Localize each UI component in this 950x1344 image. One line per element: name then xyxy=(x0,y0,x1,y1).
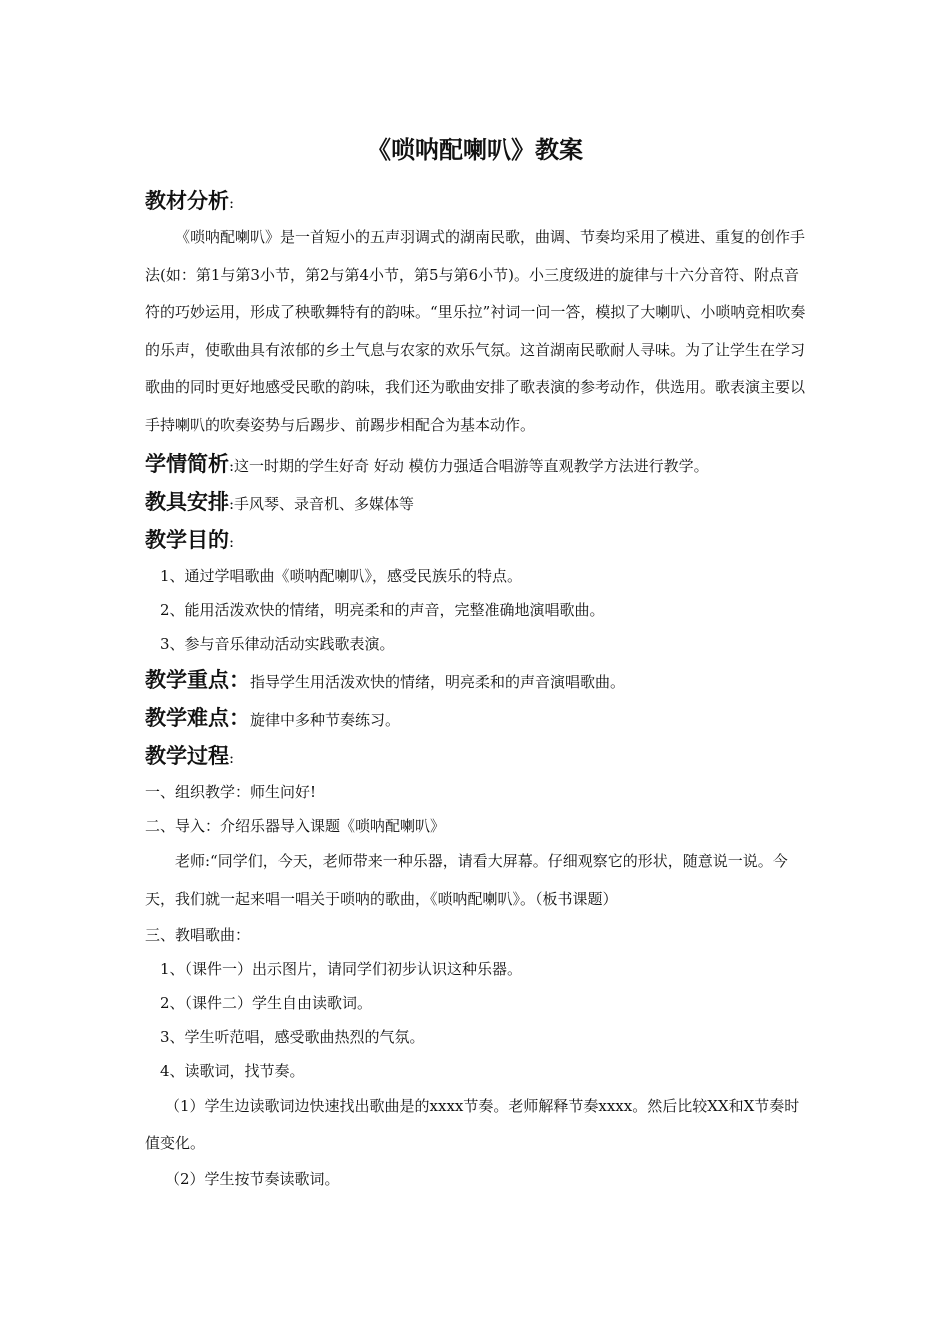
section-difficulty-text: 旋律中多种节奏练习。 xyxy=(250,711,401,729)
page-title: 《唢呐配喇叭》教案 xyxy=(367,136,583,164)
section-goals-colon: : xyxy=(229,533,235,551)
process-step-3: 三、教唱歌曲： xyxy=(145,926,251,944)
section-process-label: 教学过程 xyxy=(145,744,229,768)
section-process-colon: : xyxy=(229,749,235,767)
section-keypoint-heading xyxy=(145,661,810,699)
process-step-2: 二、导入：介绍乐器导入课题《唢呐配喇叭》 xyxy=(145,817,446,835)
goal-item: 3、参与音乐律动活动实践歌表演。 xyxy=(160,635,395,653)
section-students-text: :这一时期的学生好奇 好动 模仿力强适合唱游等直观教学方法进行教学。 xyxy=(229,457,709,475)
section-difficulty-heading xyxy=(145,699,810,737)
process-step-2-paragraph: 老师:“同学们，今天，老师带来一种乐器，请看大屏幕。仔细观察它的形状，随意说一说。今天，我们就一起来唱一唱关于唢呐的歌曲，《唢呐配喇叭》。（板书课题） xyxy=(145,852,788,908)
section-students-label: 学情简析 xyxy=(145,452,229,476)
material-paragraph: 《唢呐配喇叭》是一首短小的五声羽调式的湖南民歌，曲调、节奏均采用了模进、重复的创作手法(如：第1与第3小节，第2与第4小节，第5与第6小节)。小三度级进的旋律与十六分音符、附点音符的巧妙运用，形成了秧歌舞特有的韵味。“里乐拉”衬词一问一答，模拟了大喇叭、小唢呐竞相吹奏的乐声，使歌曲具有浓郁的乡土气息与农家的欢乐气氛。这首湖南民歌耐人寻味。为了让学生在学习歌曲的同时更好地感受民歌的韵味，我们还为歌曲安排了歌表演的参考动作，供选用。歌表演主要以手持喇叭的吹奏姿势与后踢步、前踢步相配合为基本动作。 xyxy=(145,228,806,434)
process-step-3-item: 4、读歌词，找节奏。 xyxy=(160,1062,305,1080)
section-tools-heading xyxy=(145,483,810,521)
section-tools-text: :手风琴、录音机、多媒体等 xyxy=(229,495,415,513)
process-step-3-item: 2、（课件二）学生自由读歌词。 xyxy=(160,994,373,1012)
process-step-3-item: 1、（课件一）出示图片，请同学们初步认识这种乐器。 xyxy=(160,960,523,978)
section-material-heading xyxy=(145,182,810,220)
section-keypoint-label: 教学重点： xyxy=(145,668,250,692)
section-goals-heading xyxy=(145,521,810,559)
section-tools-label: 教具安排 xyxy=(145,490,229,514)
section-goals-label: 教学目的 xyxy=(145,528,229,552)
process-sub-item-2: （2）学生按节奏读歌词。 xyxy=(165,1170,340,1188)
goal-item: 2、能用活泼欢快的情绪，明亮柔和的声音，完整准确地演唱歌曲。 xyxy=(160,601,605,619)
process-step-1: 一、组织教学：师生问好! xyxy=(145,783,317,801)
section-difficulty-label: 教学难点： xyxy=(145,706,250,730)
section-students-heading xyxy=(145,445,810,483)
process-sub-item-1: （1）学生边读歌词边快速找出歌曲是的xxxx节奏。老师解释节奏xxxx。然后比较XX和X节奏时值变化。 xyxy=(145,1097,800,1152)
section-material-colon: : xyxy=(229,194,235,212)
process-step-3-item: 3、学生听范唱，感受歌曲热烈的气氛。 xyxy=(160,1028,425,1046)
goal-item: 1、通过学唱歌曲《唢呐配喇叭》，感受民族乐的特点。 xyxy=(160,567,523,585)
section-process-heading xyxy=(145,737,810,775)
section-keypoint-text: 指导学生用活泼欢快的情绪，明亮柔和的声音演唱歌曲。 xyxy=(250,673,626,691)
section-material-label: 教材分析 xyxy=(145,189,229,213)
document-body xyxy=(145,182,810,1196)
